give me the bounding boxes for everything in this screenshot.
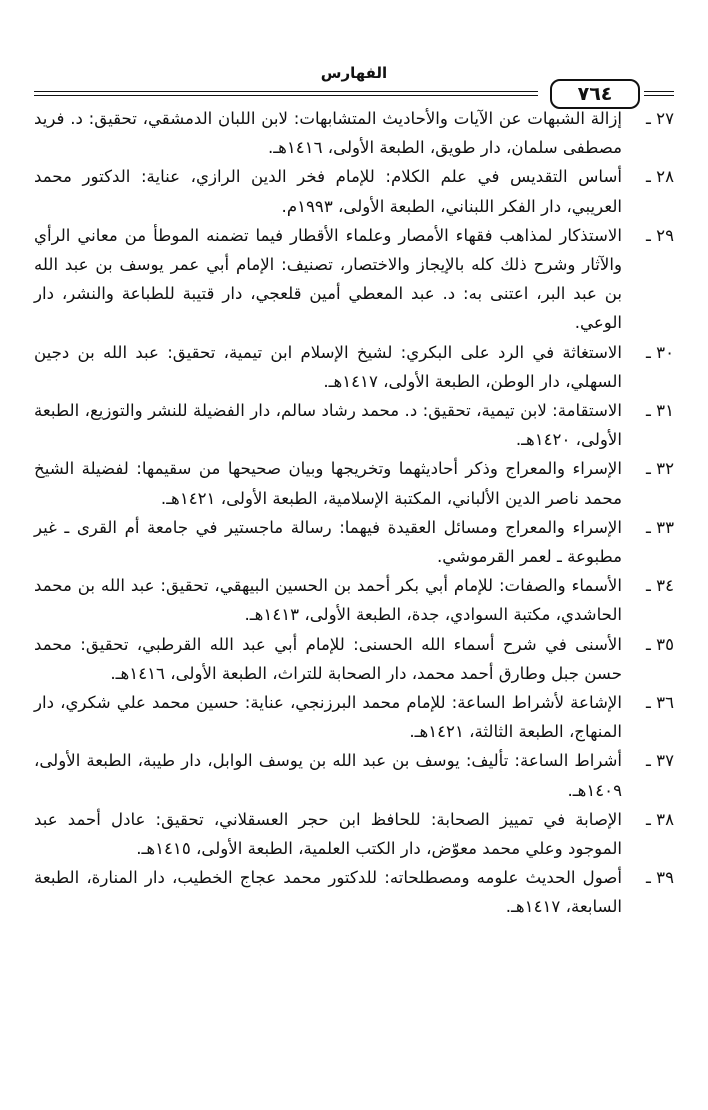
bibliography-entry xyxy=(34,396,674,454)
entry-text: الأسماء والصفات: للإمام أبي بكر أحمد بن الحسين البيهقي، تحقيق: عبد الله بن محمد الحاشدي، مكتبة السوادي، جدة، الطبعة الأولى، ١٤١٣هـ. xyxy=(34,576,622,625)
entry-number: ٣٢ ـ xyxy=(646,459,674,479)
header-rule-right-double xyxy=(644,95,674,96)
entry-number: ٣٨ ـ xyxy=(646,809,674,829)
entry-number: ٢٨ ـ xyxy=(646,167,674,187)
entry-number: ٢٩ ـ xyxy=(646,225,674,245)
entry-number: ٣٣ ـ xyxy=(646,517,674,537)
header-rule-right xyxy=(644,91,674,92)
entry-text: الإسراء والمعراج وذكر أحاديثهما وتخريجها وبيان صحيحها من سقيمها: لفضيلة الشيخ محمد ناصر الدين الألباني، المكتبة الإسلامية، الطبعة الأولى، ١٤٢١هـ. xyxy=(34,459,622,508)
bibliography-entry xyxy=(34,630,674,688)
entry-text: الأسنى في شرح أسماء الله الحسنى: للإمام أبي عبد الله القرطبي، تحقيق: محمد حسن جبل وطارق أحمد محمد، دار الصحابة للتراث، الطبعة الأولى، ١٤١٦هـ. xyxy=(34,634,622,683)
entry-number: ٣١ ـ xyxy=(646,401,674,421)
bibliography-list xyxy=(34,104,674,922)
bibliography-entry xyxy=(34,454,674,512)
bibliography-entry xyxy=(34,338,674,396)
entry-number: ٢٧ ـ xyxy=(646,109,674,128)
entry-number: ٣٥ ـ xyxy=(646,634,674,654)
entry-text: أصول الحديث علومه ومصطلحاته: للدكتور محمد عجاج الخطيب، دار المنارة، الطبعة السابعة، ١٤١٧هـ. xyxy=(34,868,622,917)
bibliography-entry xyxy=(34,688,674,746)
entry-text: الإشاعة لأشراط الساعة: للإمام محمد البرزنجي، عناية: حسين محمد علي شكري، دار المنهاج، الطبعة الثالثة، ١٤٢١هـ. xyxy=(34,693,622,742)
entry-number: ٣٠ ـ xyxy=(646,342,674,362)
entry-text: إزالة الشبهات عن الآيات والأحاديث المتشابهات: لابن اللبان الدمشقي، تحقيق: د. فريد مصطفى سلمان، دار طويق، الطبعة الأولى، ١٤١٦هـ. xyxy=(34,109,622,158)
entry-text: أساس التقديس في علم الكلام: للإمام فخر الدين الرازي، عناية: الدكتور محمد العريبي، دار الفكر اللبناني، الطبعة الأولى، ١٩٩٣م. xyxy=(34,167,622,216)
header-rule-double xyxy=(34,95,538,96)
entry-number: ٣٤ ـ xyxy=(646,576,674,596)
bibliography-entry xyxy=(34,513,674,571)
bibliography-entry xyxy=(34,104,674,162)
entry-text: الاستذكار لمذاهب فقهاء الأمصار وعلماء الأقطار فيما تضمنه الموطأ من معاني الرأي والآثار وشرح ذلك كله بالإيجاز والاختصار، تصنيف: الإمام أبي عمر يوسف بن عبد الله بن عبد البر، اعتنى به: د. عبد المعطي أمين قلعجي، دار قتيبة للطباعة والنشر، دار الوعي. xyxy=(34,225,622,333)
header-rule xyxy=(34,91,538,92)
entry-number: ٣٧ ـ xyxy=(646,751,674,771)
entry-number: ٣٦ ـ xyxy=(646,693,674,713)
entry-text: الإصابة في تمييز الصحابة: للحافظ ابن حجر العسقلاني، تحقيق: عادل أحمد عبد الموجود وعلي محمد معوّض، دار الكتب العلمية، الطبعة الأولى، ١٤١٥هـ. xyxy=(34,809,622,859)
entry-text: الاستقامة: لابن تيمية، تحقيق: د. محمد رشاد سالم، دار الفضيلة للنشر والتوزيع، الطبعة الأولى، ١٤٢٠هـ. xyxy=(34,401,622,450)
bibliography-entry xyxy=(34,162,674,220)
bibliography-entry xyxy=(34,805,674,863)
bibliography-entry xyxy=(34,571,674,629)
page-header xyxy=(34,58,674,104)
bibliography-entry xyxy=(34,863,674,921)
bibliography-entry xyxy=(34,221,674,338)
entry-number: ٣٩ ـ xyxy=(646,868,674,888)
page-number: ٧٦٤ xyxy=(550,79,640,109)
page-title: الفهارس xyxy=(320,64,388,82)
entry-text: أشراط الساعة: تأليف: يوسف بن عبد الله بن يوسف الوابل، دار طيبة، الطبعة الأولى، ١٤٠٩هـ. xyxy=(34,751,622,800)
entry-text: الاستغاثة في الرد على البكري: لشيخ الإسلام ابن تيمية، تحقيق: عبد الله بن دجين السهلي، دار الوطن، الطبعة الأولى، ١٤١٧هـ. xyxy=(34,342,622,391)
bibliography-entry xyxy=(34,746,674,804)
entry-text: الإسراء والمعراج ومسائل العقيدة فيهما: رسالة ماجستير في جامعة أم القرى ـ غير مطبوعة ـ لعمر القرموشي. xyxy=(34,517,622,567)
